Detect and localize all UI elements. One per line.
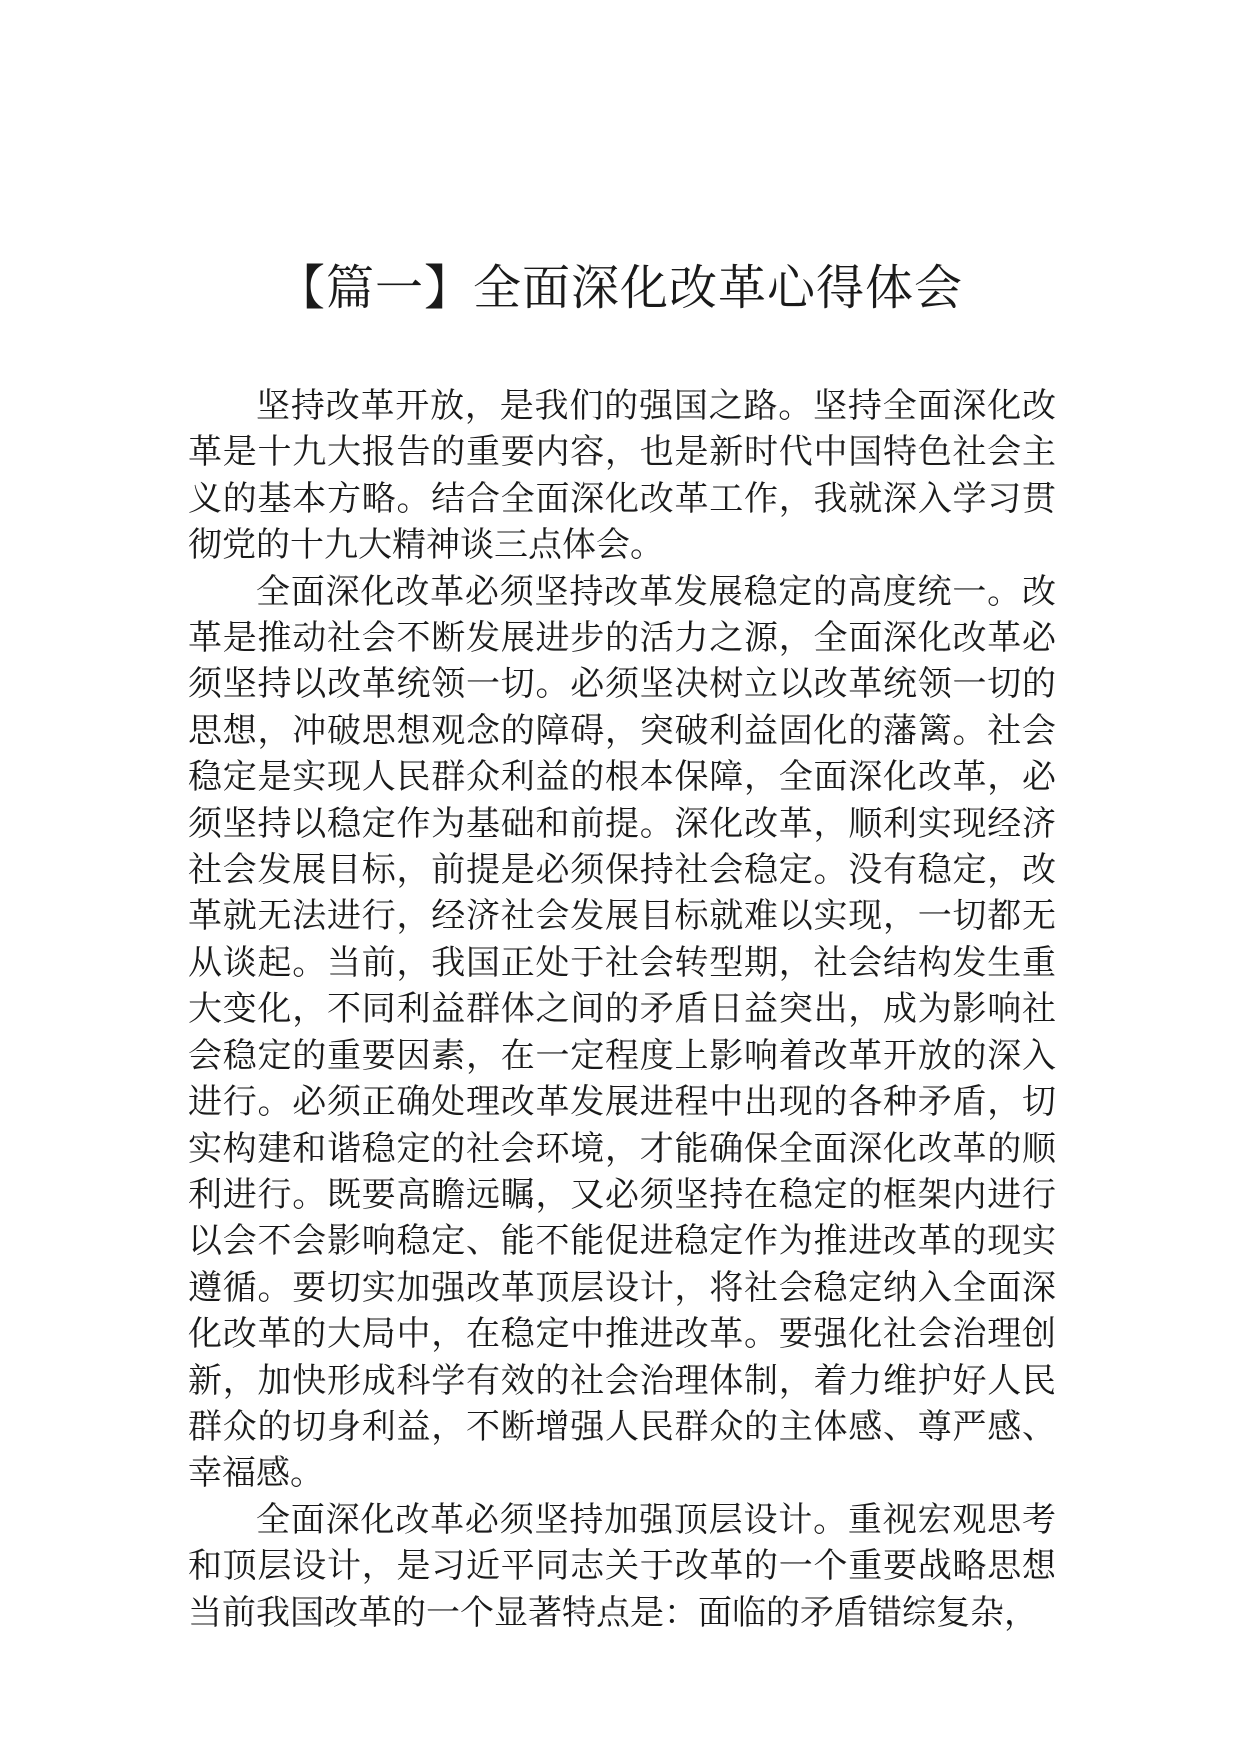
paragraph-1: 坚持改革开放，是我们的强国之路。坚持全面深化改革是十九大报告的重要内容，也是新时代中国特色社会主义的基本方略。结合全面深化改革工作，我就深入学习贯彻党的十九大精神谈三点体会。 [188,386,1056,566]
document-title: 【篇一】全面深化改革心得体会 [276,260,963,316]
document-body [188,383,1056,1636]
paragraph-2: 全面深化改革必须坚持改革发展稳定的高度统一。改革是推动社会不断发展进步的活力之源，全面深化改革必须坚持以改革统领一切。必须坚决树立以改革统领一切的思想，冲破思想观念的障碍，突破利益固化的藩篱。社会稳定是实现人民群众利益的根本保障，全面深化改革，必须坚持以稳定作为基础和前提。深化改革，顺利实现经济社会发展目标，前提是必须保持社会稳定。没有稳定，改革就无法进行，经济社会发展目标就难以实现，一切都无从谈起。当前，我国正处于社会转型期，社会结构发生重大变化，不同利益群体之间的矛盾日益突出，成为影响社会稳定的重要因素，在一定程度上影响着改革开放的深入进行。必须正确处理改革发展进程中出现的各种矛盾，切实构建和谐稳定的社会环境，才能确保全面深化改革的顺利进行。既要高瞻远瞩，又必须坚持在稳定的框架内进行以会不会影响稳定、能不能促进稳定作为推进改革的现实遵循。要切实加强改革顶层设计，将社会稳定纳入全面深化改革的大局中，在稳定中推进改革。要强化社会治理创新，加快形成科学有效的社会治理体制，着力维护好人民群众的切身利益，不断增强人民群众的主体感、尊严感、幸福感。 [188,571,1056,1494]
paragraph-3: 全面深化改革必须坚持加强顶层设计。重视宏观思考和顶层设计，是习近平同志关于改革的一个重要战略思想当前我国改革的一个显著特点是：面临的矛盾错综复杂， [188,1499,1056,1633]
